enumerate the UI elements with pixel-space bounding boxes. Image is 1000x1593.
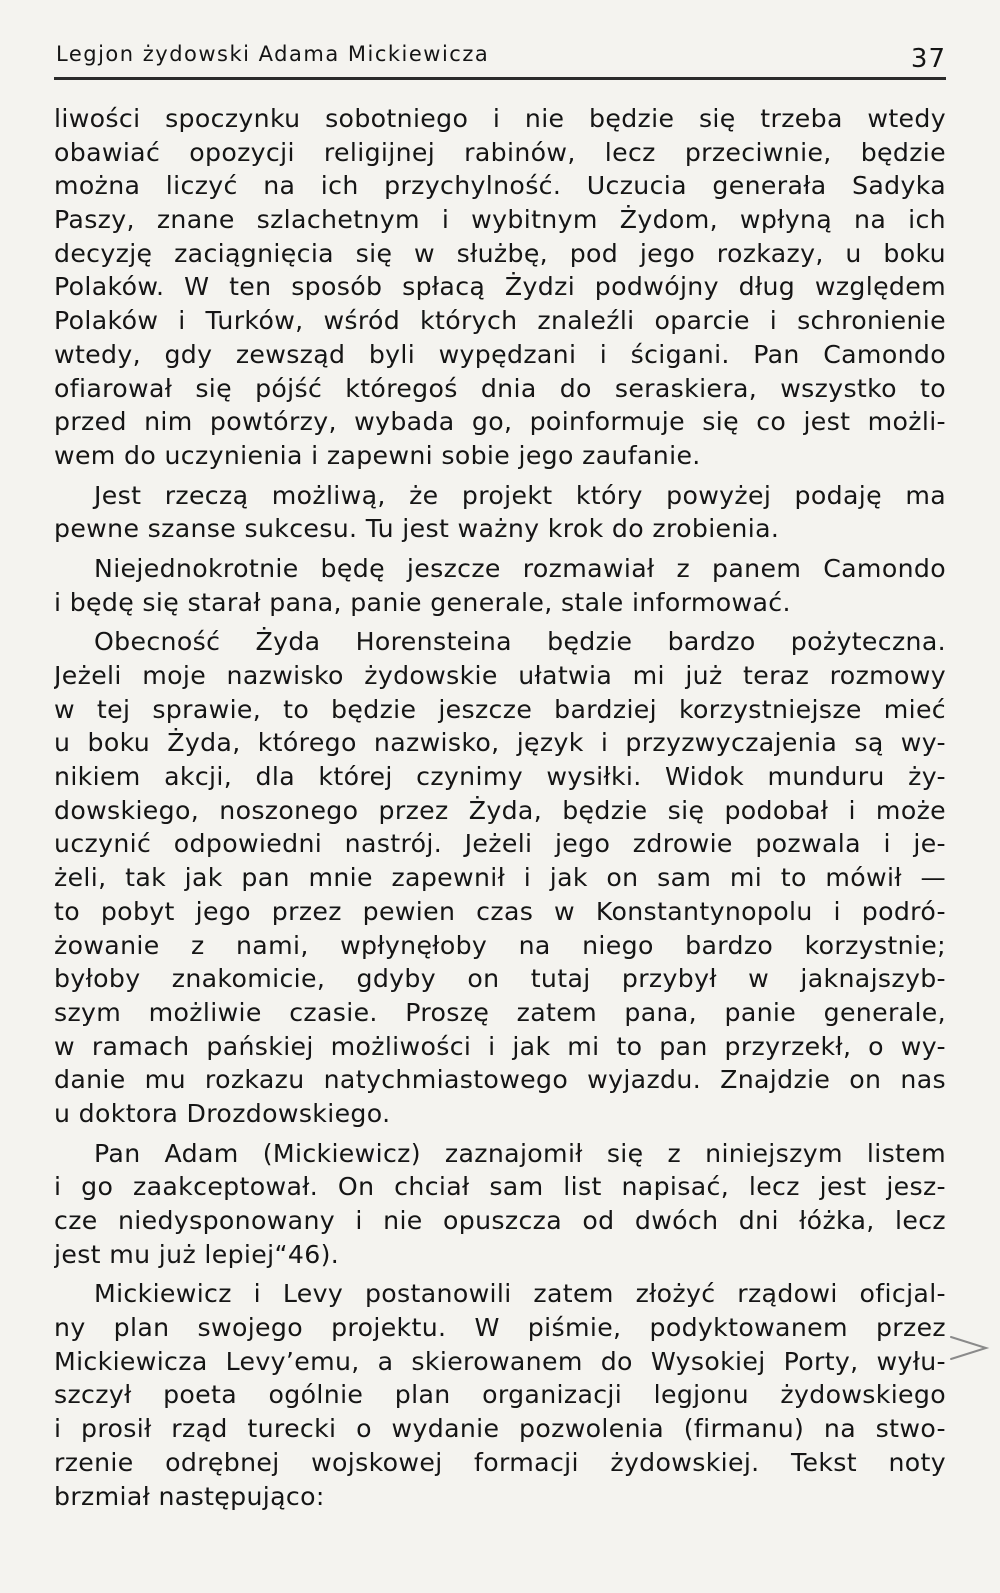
- text-line: pewne szanse sukcesu. Tu jest ważny krok do zrobienia.: [54, 514, 780, 544]
- text-line: Pan Adam (Mickiewicz) zaznajomił się z niniejszym listem: [94, 1138, 946, 1168]
- text-line: danie mu rozkazu natychmiastowego wyjazdu. Znajdzie on nas: [54, 1065, 946, 1095]
- text-line: wem do uczynienia i zapewni sobie jego zaufanie.: [54, 440, 701, 470]
- text-line: Jest rzeczą możliwą, że projekt który powyżej podaję ma: [94, 480, 946, 510]
- text-line: Obecność Żyda Horensteina będzie bardzo pożyteczna.: [94, 627, 946, 657]
- text-line: u boku Żyda, którego nazwisko, język i przyzwyczajenia są wy-: [54, 728, 946, 758]
- text-column: [54, 102, 946, 1513]
- text-line: można liczyć na ich przychylność. Uczucia generała Sadyka: [54, 171, 946, 201]
- text-line: Jeżeli moje nazwisko żydowskie ułatwia mi już teraz rozmowy: [54, 661, 946, 690]
- running-head: [56, 36, 946, 82]
- text-line: i będę się starał pana, panie generale, stale informować.: [54, 587, 791, 617]
- text-line: cze niedysponowany i nie opuszcza od dwóch dni łóżka, lecz: [54, 1206, 946, 1235]
- text-line: brzmiał następująco:: [54, 1481, 325, 1511]
- text-line: ofiarował się pójść któregoś dnia do seraskiera, wszystko to: [54, 373, 946, 403]
- text-line: Mickiewicza Levy’emu, a skierowanem do Wysokiej Porty, wyłu-: [54, 1346, 946, 1376]
- page-number: 37: [910, 44, 946, 74]
- text-line: Polaków. W ten sposób spłacą Żydzi podwójny dług względem: [54, 272, 946, 302]
- text-line: byłoby znakomicie, gdyby on tutaj przybył w jaknajszyb-: [54, 964, 946, 994]
- running-title: Legjon żydowski Adama Mickiewicza: [56, 42, 490, 66]
- text-line: Paszy, znane szlachetnym i wybitnym Żydom, wpłyną na ich: [54, 205, 946, 235]
- text-line: szczył poeta ogólnie plan organizacji legjonu żydowskiego: [54, 1380, 946, 1410]
- margin-pencil-mark: [947, 1328, 992, 1368]
- text-line: uczynić odpowiedni nastrój. Jeżeli jego zdrowie pozwala i je-: [54, 829, 946, 859]
- text-line: wtedy, gdy zewsząd byli wypędzani i ścigani. Pan Camondo: [54, 339, 946, 369]
- text-line: szym możliwie czasie. Proszę zatem pana, panie generale,: [54, 997, 946, 1027]
- header-rule: [54, 77, 946, 80]
- text-line: przed nim powtórzy, wybada go, poinformuje się co jest możli-: [54, 407, 946, 437]
- text-line: decyzję zaciągnięcia się w służbę, pod jego rozkazy, u boku: [54, 238, 946, 268]
- text-line: liwości spoczynku sobotniego i nie będzie się trzeba wtedy: [54, 104, 946, 133]
- text-line: Polaków i Turków, wśród których znaleźli oparcie i schronienie: [54, 306, 946, 336]
- text-line: i prosił rząd turecki o wydanie pozwolenia (firmanu) na stwo-: [54, 1414, 946, 1444]
- text-line: w tej sprawie, to będzie jeszcze bardziej korzystniejsze mieć: [54, 694, 946, 724]
- text-line: to pobyt jego przez pewien czas w Konstantynopolu i podró-: [54, 896, 946, 926]
- text-line: nikiem akcji, dla której czynimy wysiłki. Widok munduru ży-: [54, 762, 946, 792]
- text-line: obawiać opozycji religijnej rabinów, lecz przeciwnie, będzie: [54, 137, 946, 167]
- text-line: żeli, tak jak pan mnie zapewnił i jak on sam mi to mówił —: [54, 863, 946, 893]
- text-line: jest mu już lepiej“46).: [54, 1239, 340, 1269]
- text-line: dowskiego, noszonego przez Żyda, będzie się podobał i może: [54, 795, 946, 825]
- text-line: u doktora Drozdowskiego.: [54, 1098, 391, 1128]
- text-line: Mickiewicz i Levy postanowili zatem złożyć rządowi oficjal-: [94, 1279, 946, 1309]
- text-line: w ramach pańskiej możliwości i jak mi to pan przyrzekł, o wy-: [54, 1031, 946, 1061]
- text-line: ny plan swojego projektu. W piśmie, podyktowanem przez: [54, 1313, 946, 1343]
- text-line: rzenie odrębnej wojskowej formacji żydowskiej. Tekst noty: [54, 1447, 946, 1477]
- text-line: żowanie z nami, wpłynęłoby na niego bardzo korzystnie;: [54, 930, 946, 960]
- text-line: Niejednokrotnie będę jeszcze rozmawiał z panem Camondo: [94, 553, 946, 583]
- text-line: i go zaakceptował. On chciał sam list napisać, lecz jest jesz-: [54, 1172, 946, 1202]
